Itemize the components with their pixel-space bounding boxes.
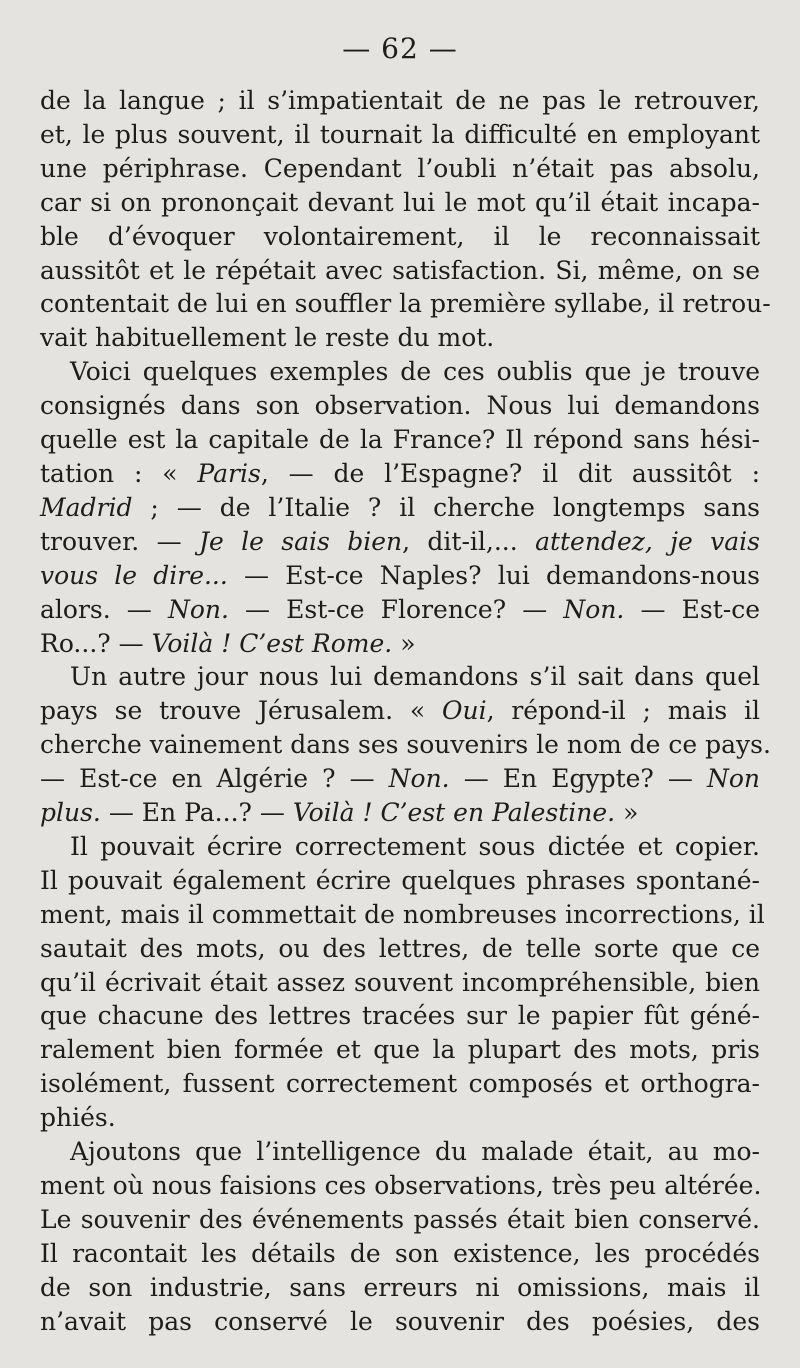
page-number: — 62 — [342,32,458,65]
text-span: et, le plus souvent, il tournait la difficulté en employant [40,119,760,149]
italic-span: Voilà ! C’est en Palestine. [292,798,616,828]
text-line [40,186,760,220]
text-line [40,118,760,152]
text-span: Un autre jour nous lui demandons s’il sait dans quel [70,662,760,692]
text-span: — En Pa...? — [100,798,293,828]
text-span: Il pouvait également écrire quelques phrases spontané- [40,865,760,895]
text-line [40,1271,760,1305]
text-span: ment où nous faisions ces observations, très peu altérée. [40,1171,762,1200]
text-span: ; — de l’Italie ? il cherche longtemps sans [132,492,760,522]
text-line [40,830,760,864]
text-line [40,627,760,661]
text-line [40,152,760,186]
text-line [40,525,760,559]
text-span: Voici quelques exemples de ces oublis que je trouve [70,357,760,387]
text-span: car si on prononçait devant lui le mot qu’il était incapa- [40,187,760,217]
text-line [40,694,760,728]
text-line [40,389,760,423]
italic-span: Oui [441,696,487,726]
text-span: pays se trouve Jérusalem. « [40,696,442,726]
text-span: — Est-ce Naples? lui demandons-nous [227,560,761,590]
text-span: aussitôt et le répétait avec satisfaction. Si, même, on se [40,255,760,285]
text-span: , — de l’Espagne? il dit aussitôt : [260,458,760,488]
text-span: que chacune des lettres tracées sur le papier fût géné- [40,1001,760,1031]
text-line [40,796,760,830]
text-line [40,355,760,389]
text-span: de la langue ; il s’impatientait de ne pas le retrouver, [40,86,760,115]
text-line [40,1305,760,1339]
text-span: de son industrie, sans erreurs ni omissions, mais il [40,1272,760,1302]
text-line [40,1033,760,1067]
text-line [40,321,760,355]
text-span: Il pouvait écrire correctement sous dictée et copier. [70,831,760,861]
text-line [40,220,760,254]
text-span: tation : « [40,458,198,488]
italic-span: Je le sais bien [198,526,403,556]
text-span: , dit-il,... [402,526,536,556]
text-line [40,593,760,627]
italic-span: Non [706,764,760,794]
text-span: — Est-ce [624,594,761,624]
text-span: Ro...? — [40,628,152,658]
text-span: ralement bien formée et que la plupart des mots, pris [40,1035,760,1065]
text-span: vait habituellement le reste du mot. [40,323,495,353]
text-span: n’avait pas conservé le souvenir des poésies, des [40,1306,760,1336]
text-line [40,491,760,525]
body-text [40,84,771,1339]
text-span: isolément, fussent correctement composés et orthogra- [40,1069,760,1099]
text-span: cherche vainement dans ses souvenirs le nom de ce pays. [40,730,771,760]
text-span: Il racontait les détails de son existence, les procédés [40,1238,760,1268]
text-span: alors. — [40,594,168,624]
text-span: phiés. [40,1103,116,1133]
text-line [40,762,760,796]
text-span: , répond-il ; mais il [486,696,760,726]
text-line [40,932,760,966]
text-line [40,1169,760,1203]
text-span: une périphrase. Cependant l’oubli n’était pas absolu, [40,153,760,183]
text-line [40,423,760,457]
text-span: consignés dans son observation. Nous lui demandons [40,391,760,421]
italic-span: Voilà ! C’est Rome. [151,628,393,658]
text-span: Ajoutons que l’intelligence du malade était, au mo- [70,1137,760,1167]
italic-span: plus. [40,798,101,828]
italic-span: attendez, je vais [535,526,760,556]
text-span: trouver. — [40,526,199,556]
text-line [40,559,760,593]
text-span: contentait de lui en souffler la première syllabe, il retrou- [40,289,771,319]
text-line [40,1101,760,1135]
italic-span: Non. [167,594,229,624]
text-span: » [392,628,416,658]
text-span: » [615,798,639,828]
text-span: ble d’évoquer volontairement, il le reconnaissait [40,221,760,251]
text-span: qu’il écrivait était assez souvent incompréhensible, bien [40,967,760,997]
text-line [40,1135,760,1169]
text-line [40,728,771,762]
text-line [40,287,771,321]
italic-span: Madrid [40,492,133,522]
text-span: quelle est la capitale de la France? Il répond sans hési- [40,425,760,455]
text-line [40,898,765,932]
italic-span: Non. [388,764,450,794]
italic-span: vous le dire... [40,560,228,590]
italic-span: Non. [563,594,625,624]
text-line [40,1067,760,1101]
italic-span: Paris [197,458,261,488]
text-line [40,1203,760,1237]
text-line [40,966,760,1000]
text-line [40,999,760,1033]
text-line [40,84,760,118]
text-line [40,864,760,898]
text-line [40,660,760,694]
text-span: sautait des mots, ou des lettres, de telle sorte que ce [40,933,760,963]
text-line [40,254,760,288]
text-span: — En Egypte? — [449,764,707,794]
text-span: ment, mais il commettait de nombreuses incorrections, il [40,899,765,929]
text-span: — Est-ce en Algérie ? — [40,764,389,794]
text-line [40,457,760,491]
text-span: Le souvenir des événements passés était bien conservé. [40,1204,760,1234]
text-span: — Est-ce Florence? — [228,594,564,624]
text-line [40,1237,760,1271]
